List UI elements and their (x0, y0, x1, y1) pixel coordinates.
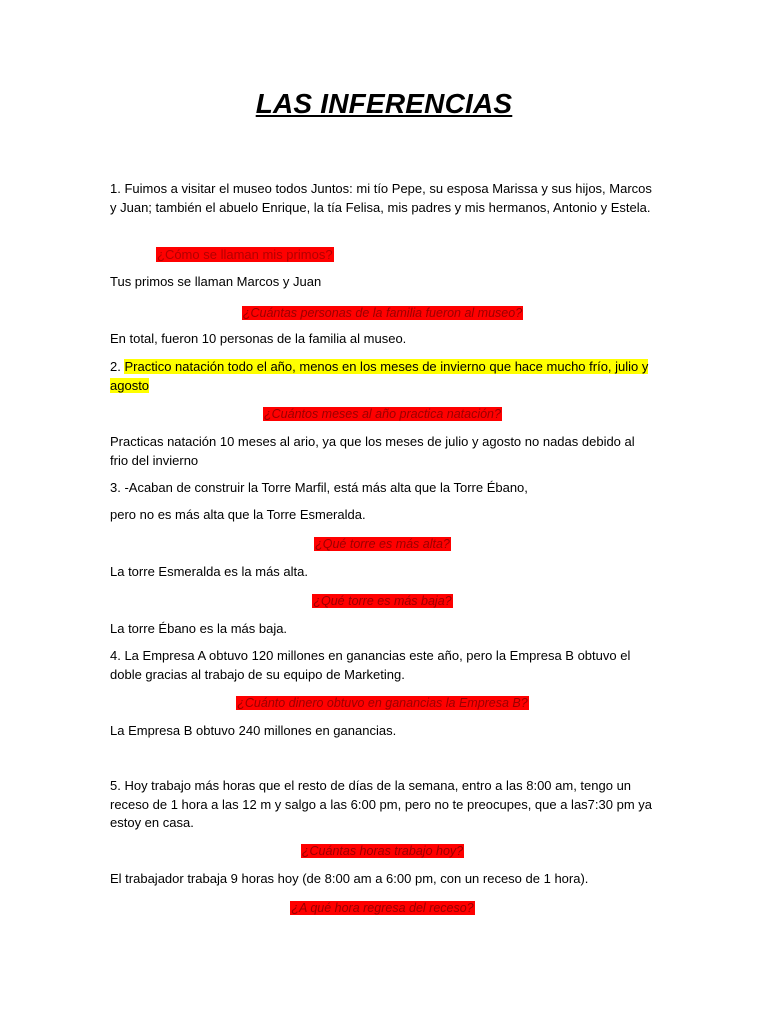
question-4-text: ¿Qué torre es más alta? (315, 537, 450, 551)
answer-1: Tus primos se llaman Marcos y Juan (110, 274, 322, 289)
answer-3: Practicas natación 10 meses al ario, ya que los meses de julio y agosto no nadas debido al frio del invierno (110, 434, 635, 468)
paragraph-2 (110, 358, 655, 395)
question-3 (110, 406, 655, 422)
answer-7: El trabajador trabaja 9 horas hoy (de 8:00 am a 6:00 pm, con un receso de 1 hora). (110, 871, 589, 886)
question-1-text: ¿Cómo se llaman mis primos? (157, 247, 333, 262)
question-6-text: ¿Cuánto dinero obtuvo en ganancias la Empresa B? (237, 696, 528, 710)
paragraph-2-highlight: Practico natación todo el año, menos en los meses de invierno que hace mucho frío, julio y agosto (110, 359, 649, 393)
paragraph-4: 4. La Empresa A obtuvo 120 millones en ganancias este año, pero la Empresa B obtuvo el doble gracias al trabajo de su equipo de Marketing. (110, 648, 631, 682)
question-6 (110, 695, 655, 711)
question-5 (110, 593, 655, 609)
paragraph-3b: pero no es más alta que la Torre Esmeralda. (110, 507, 366, 522)
question-2-text: ¿Cuántas personas de la familia fueron al museo? (242, 306, 523, 320)
answer-5: La torre Ébano es la más baja. (110, 621, 288, 636)
answer-6: La Empresa B obtuvo 240 millones en ganancias. (110, 723, 397, 738)
question-5-text: ¿Qué torre es más baja? (313, 594, 452, 608)
paragraph-5: 5. Hoy trabajo más horas que el resto de días de la semana, entro a las 8:00 am, tengo un receso de 1 hora a las 12 m y salgo a las 6:00 pm, pero no te preocupes, que a las7:30 pm ya estoy en casa. (110, 778, 652, 830)
question-8 (110, 900, 655, 916)
page-title: LAS INFERENCIAS (255, 88, 513, 119)
question-7-text: ¿Cuántas horas trabajo hoy? (301, 844, 464, 858)
question-8-text: ¿A qué hora regresa del receso? (291, 901, 474, 915)
question-1 (156, 246, 334, 265)
paragraph-3a: 3. -Acaban de construir la Torre Marfil, está más alta que la Torre Ébano, (110, 480, 528, 495)
paragraph-2-number: 2. (110, 359, 125, 374)
question-2 (110, 305, 655, 321)
paragraph-1: 1. Fuimos a visitar el museo todos Juntos: mi tío Pepe, su esposa Marissa y sus hijos, Marcos y Juan; también el abuelo Enrique, la tía Felisa, mis padres y mis hermanos, Antonio y Estela. (110, 181, 652, 215)
answer-2: En total, fueron 10 personas de la familia al museo. (110, 331, 407, 346)
question-7 (110, 843, 655, 859)
question-4 (110, 536, 655, 552)
question-3-text: ¿Cuántos meses al año practica natación? (264, 407, 501, 421)
answer-4: La torre Esmeralda es la más alta. (110, 564, 308, 579)
